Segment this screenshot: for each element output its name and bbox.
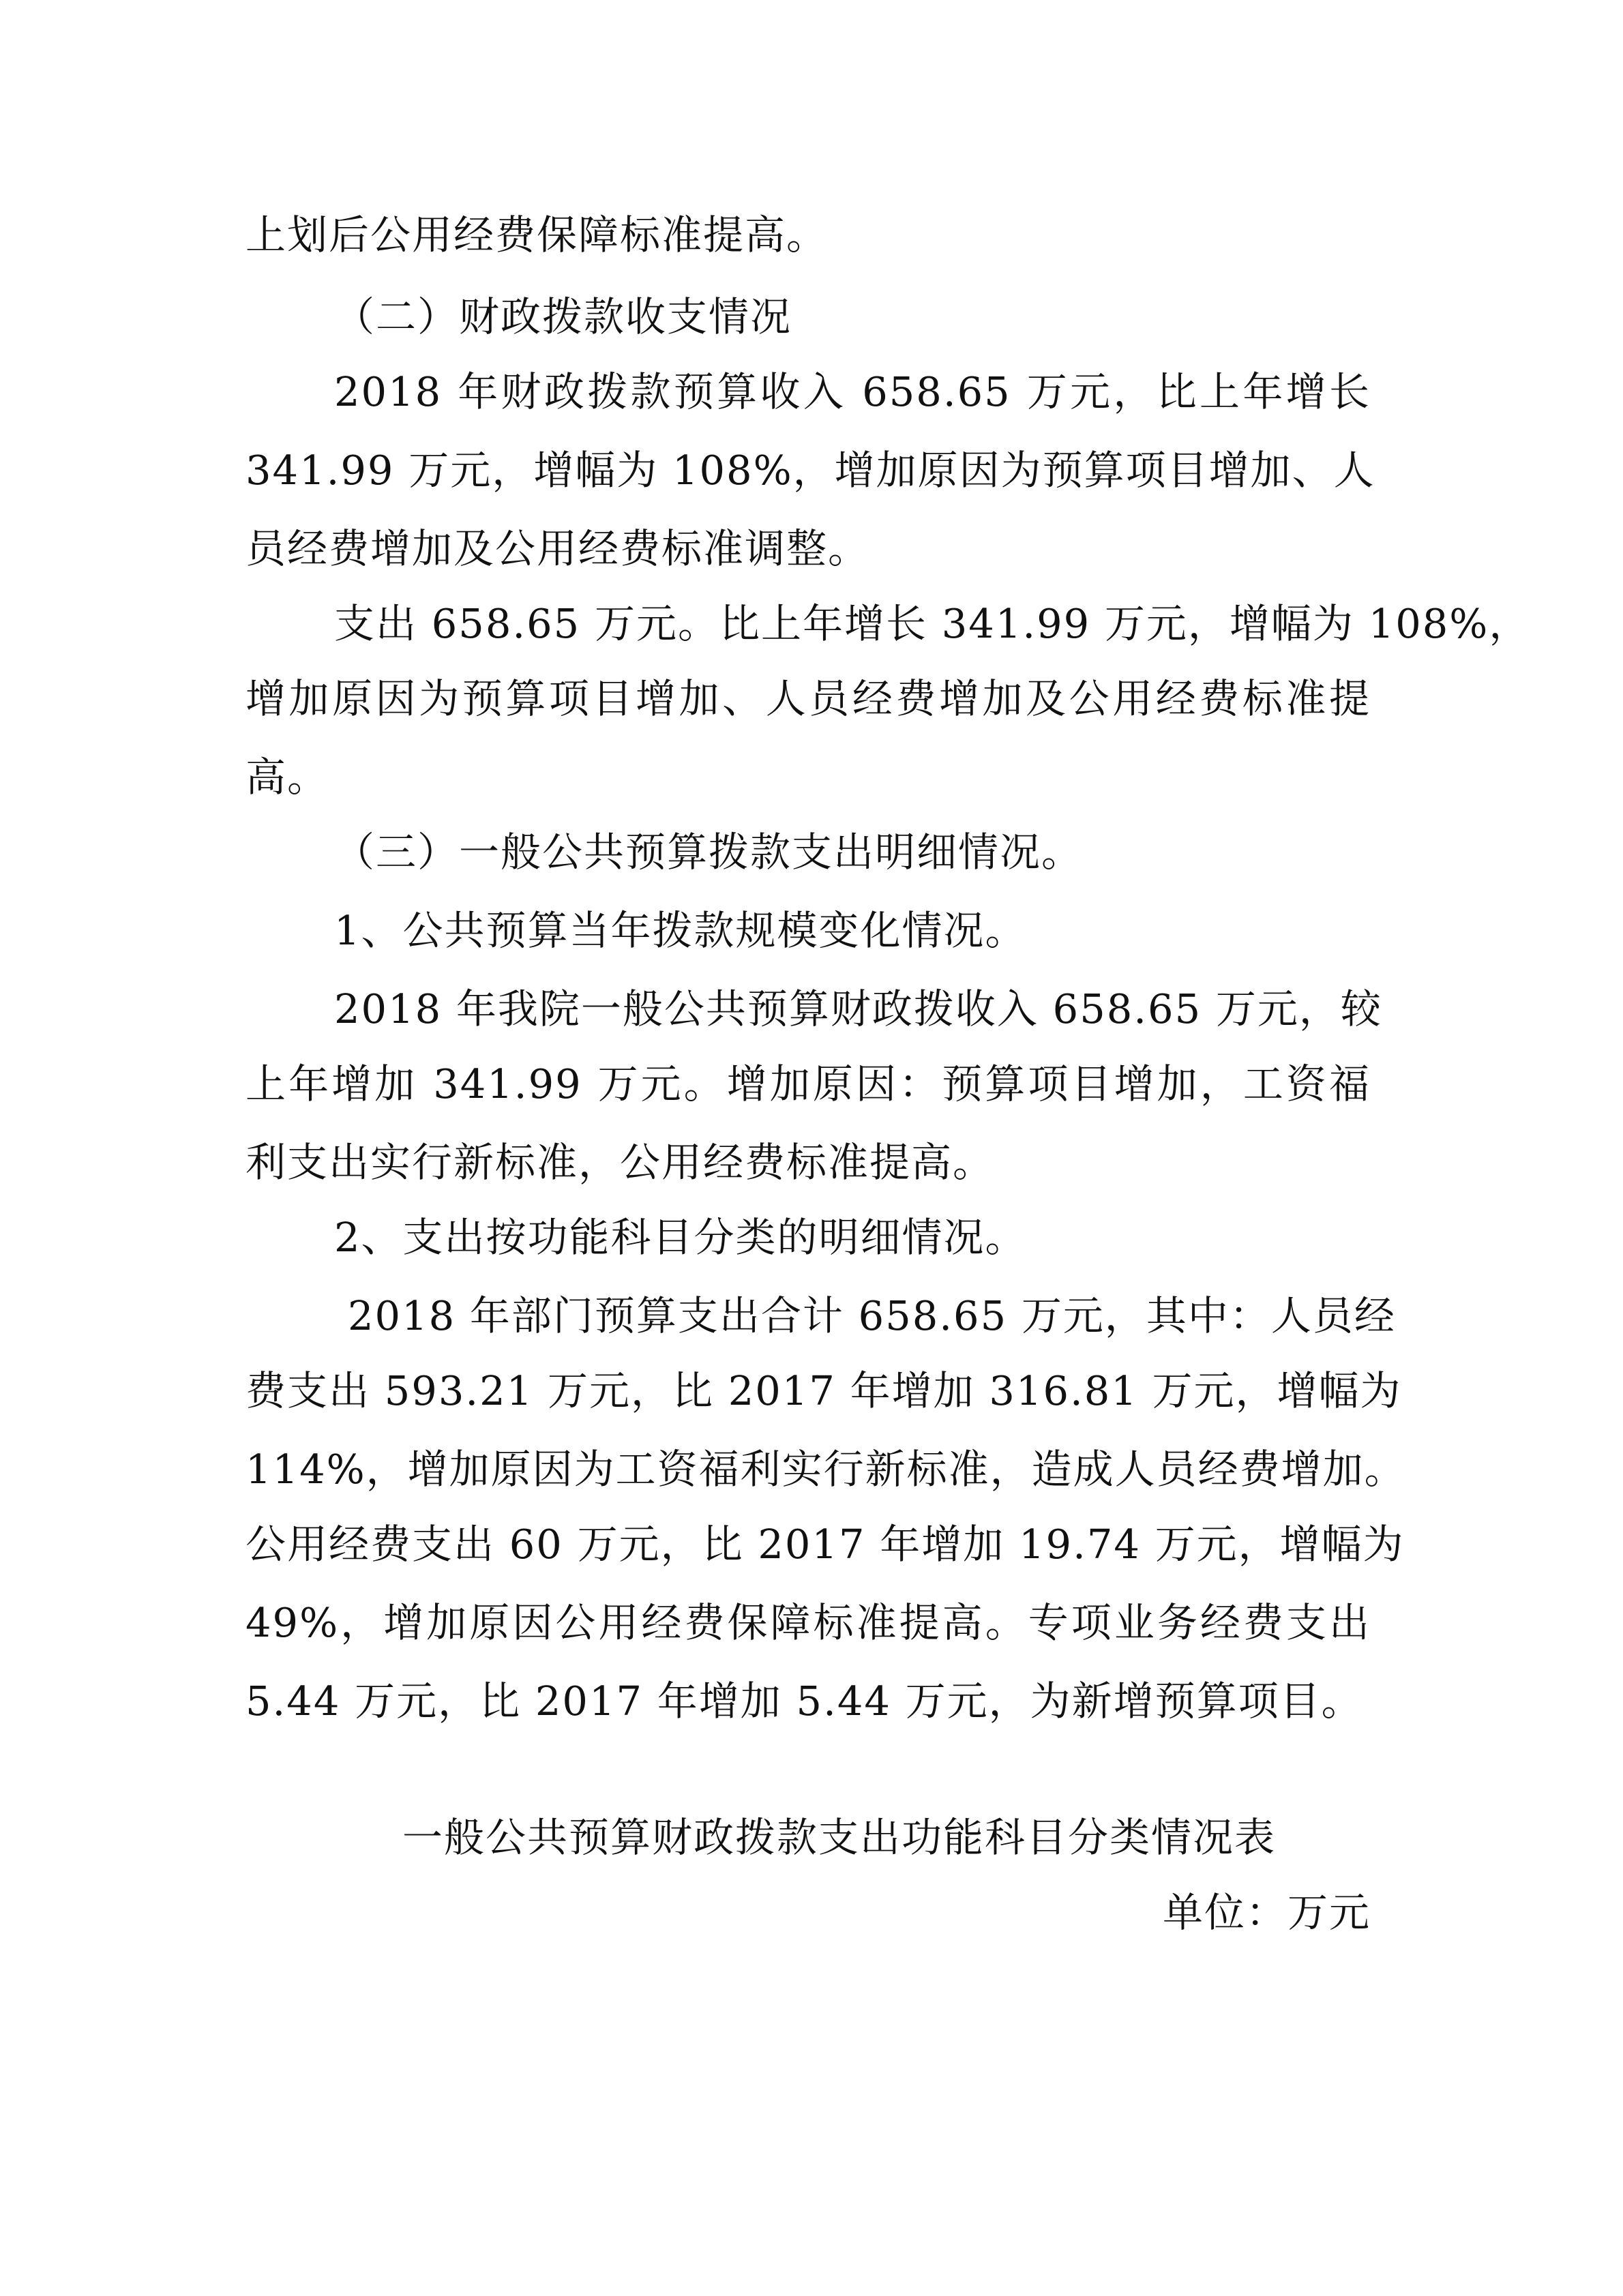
paragraph-line: 增加原因为预算项目增加、人员经费增加及公用经费标准提 — [245, 675, 1371, 722]
paragraph-line: 49%，增加原因公用经费保障标准提高。专项业务经费支出 — [245, 1599, 1371, 1646]
paragraph-line: 114%，增加原因为工资福利实行新标准，造成人员经费增加。 — [245, 1446, 1406, 1493]
paragraph-line: 费支出 593.21 万元，比 2017 年增加 316.81 万元，增幅为 — [245, 1367, 1402, 1414]
unit-label: 单位：万元 — [1162, 1889, 1371, 1936]
subsection-heading: 2、支出按功能科目分类的明细情况。 — [334, 1214, 1027, 1261]
subsection-heading: 1、公共预算当年拨款规模变化情况。 — [334, 907, 1027, 954]
section-heading: （三）一般公共预算拨款支出明细情况。 — [334, 829, 1084, 876]
paragraph-line: 公用经费支出 60 万元，比 2017 年增加 19.74 万元，增幅为 — [245, 1521, 1405, 1568]
paragraph-line: 员经费增加及公用经费标准调整。 — [245, 525, 870, 572]
paragraph-line: 5.44 万元，比 2017 年增加 5.44 万元，为新增预算项目。 — [245, 1678, 1363, 1725]
section-heading: （二）财政拨款收支情况 — [334, 293, 792, 340]
paragraph-line: 2018 年财政拨款预算收入 658.65 万元，比上年增长 — [334, 368, 1371, 415]
paragraph-line: 高。 — [245, 754, 329, 801]
paragraph-line: 上年增加 341.99 万元。增加原因：预算项目增加，工资福 — [245, 1060, 1371, 1107]
paragraph-line: 支出 658.65 万元。比上年增长 341.99 万元，增幅为 108%， — [334, 600, 1531, 647]
table-title: 一般公共预算财政拨款支出功能科目分类情况表 — [402, 1814, 1277, 1861]
paragraph-line: 利支出实行新标准，公用经费标准提高。 — [245, 1139, 995, 1186]
paragraph-line: 341.99 万元，增幅为 108%，增加原因为预算项目增加、人 — [245, 447, 1375, 494]
paragraph-line: 2018 年部门预算支出合计 658.65 万元，其中：人员经 — [348, 1292, 1396, 1339]
paragraph-line: 2018 年我院一般公共预算财政拨收入 658.65 万元，较 — [334, 985, 1382, 1032]
paragraph-line: 上划后公用经费保障标准提高。 — [245, 211, 829, 258]
